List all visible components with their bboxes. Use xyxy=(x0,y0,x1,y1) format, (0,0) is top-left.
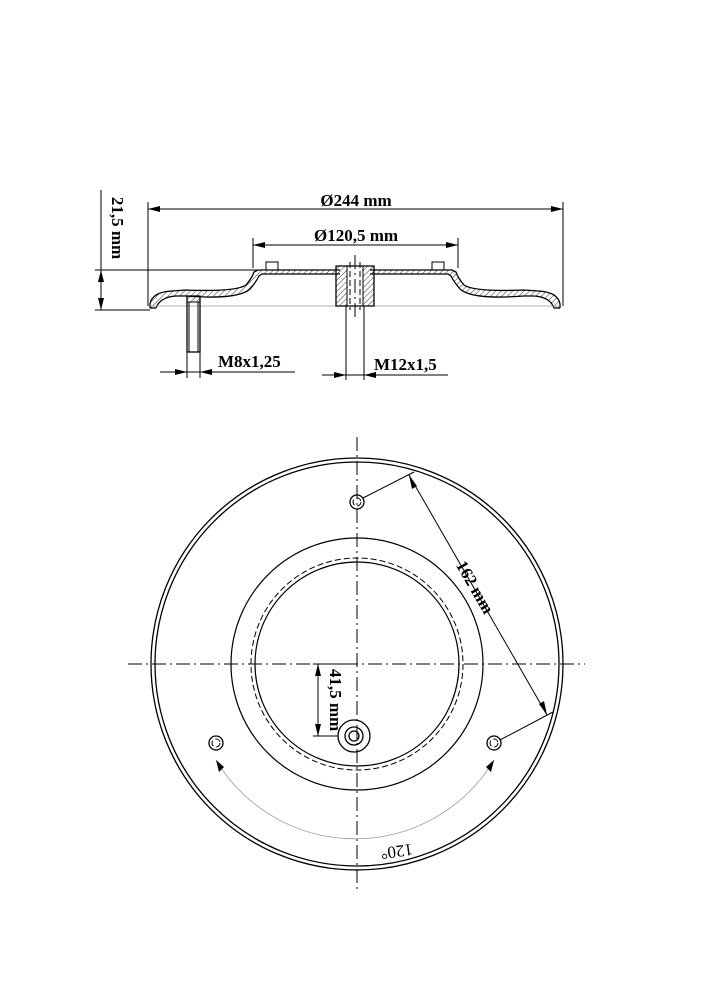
thread-m8-dimension xyxy=(160,352,295,378)
center-boss xyxy=(336,255,374,318)
inner-diameter-label: Ø120,5 mm xyxy=(313,226,399,245)
thread-m8-label: M8x1,25 xyxy=(218,352,281,371)
height-dimension xyxy=(98,190,127,310)
inner-diameter-dimension xyxy=(253,226,458,248)
plan-view xyxy=(128,437,585,893)
bolt-circle-label: 162 mm xyxy=(452,557,498,618)
thread-m12-label: M12x1,5 xyxy=(374,355,437,374)
bolt-circle-dimension xyxy=(363,472,553,740)
thread-m12-dimension xyxy=(322,306,448,380)
offset-label: 41,5 mm xyxy=(326,668,345,732)
offset-dimension xyxy=(313,664,357,736)
section-view xyxy=(95,190,563,380)
height-label: 21,5 mm xyxy=(108,196,127,260)
angle-label: 120° xyxy=(379,839,415,864)
outer-diameter-label: Ø244 mm xyxy=(320,191,392,210)
bolt-hole-right xyxy=(487,736,501,750)
stud-m8 xyxy=(187,296,200,352)
bolt-hole-left xyxy=(209,736,223,750)
outer-diameter-dimension xyxy=(148,191,563,212)
angle-dimension xyxy=(216,760,494,863)
